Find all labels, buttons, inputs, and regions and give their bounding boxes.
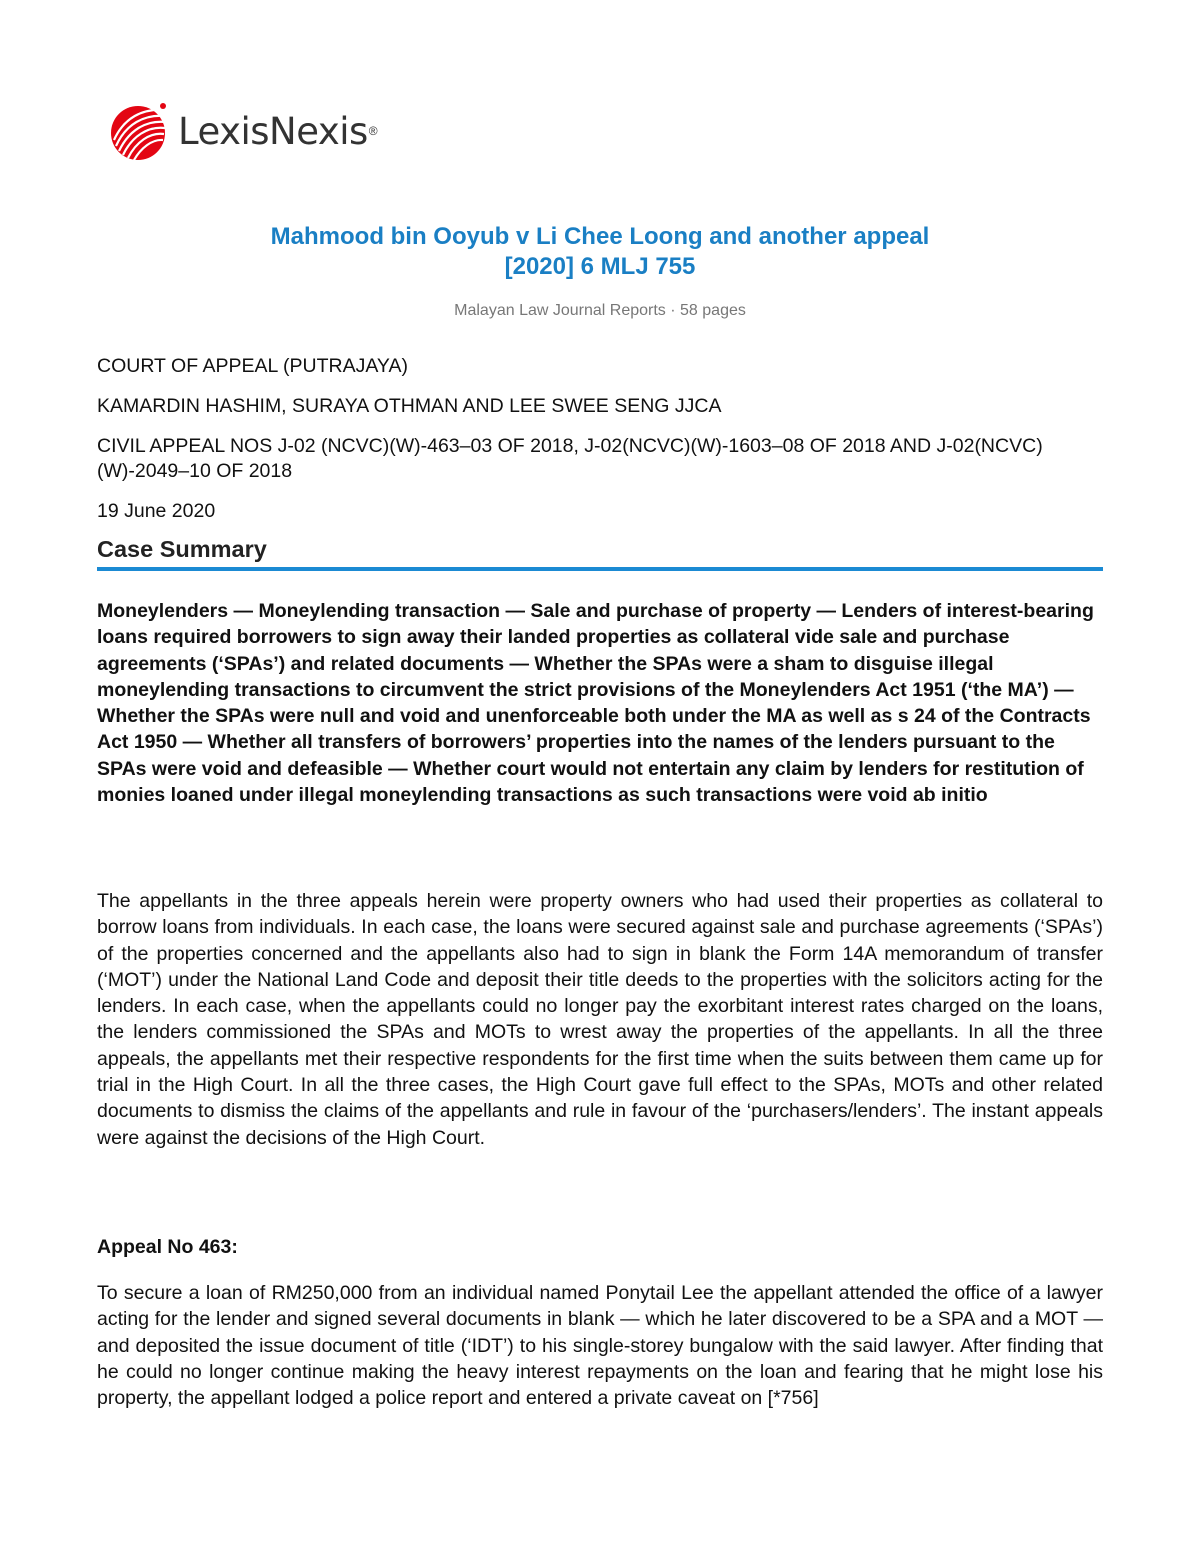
registered-mark: ® [368,124,378,138]
appeal-numbers: CIVIL APPEAL NOS J-02 (NCVC)(W)-463–03 OF 2018, J-02(NCVC)(W)-1603–08 OF 2018 AND J-02(NCVC)(W)-2049–10 OF 2018 [97,435,1043,482]
case-title: Mahmood bin Ooyub v Li Chee Loong and another appeal [270,223,930,250]
section-divider [97,567,1103,571]
case-citation: [2020] 6 MLJ 755 [504,253,696,280]
catchwords: Moneylenders — Moneylending transaction — Sale and purchase of property — Lenders of interest-bearing loans required borrowers to sign away their landed properties as collateral vide sale and purchase agreements (‘SPAs’) and related documents — Whether the SPAs were a sham to disguise illegal moneylending transactions to circumvent the strict provisions of the Moneylenders Act 1951 (‘the MA’) — Whether the SPAs were null and void and unenforceable both under the MA as well as s 24 of the Contracts Act 1950 — Whether all transfers of borrowers’ properties into the names of the lenders pursuant to the SPAs were void and defeasible — Whether court would not entertain any claim by lenders for restitution of monies loaned under illegal moneylending transactions as such transactions were void ab initio [97,600,1094,807]
lexisnexis-logo [108,100,378,162]
lexisnexis-emblem-icon [108,100,172,162]
judges: KAMARDIN HASHIM, SURAYA OTHMAN AND LEE SWEE SENG JJCA [97,395,722,417]
case-header [0,222,1200,320]
court-name: COURT OF APPEAL (PUTRAJAYA) [97,355,408,377]
appeal-paragraph: To secure a loan of RM250,000 from an individual named Ponytail Lee the appellant attended the office of a lawyer acting for the lender and signed several documents in blank — which he later discovered to be a SPA and a MOT — and deposited the issue document of title (‘IDT’) to his single-storey bungalow with the said lawyer. After finding that he could no longer continue making the heavy interest repayments on the loan and fearing that he might lose his property, the appellant lodged a police report and entered a private caveat on [*756] [97,1282,1103,1410]
source-line: Malayan Law Journal Reports · 58 pages [454,302,746,319]
brand-name: LexisNexis [178,109,368,153]
case-summary-heading: Case Summary [97,536,267,562]
summary-paragraph: The appellants in the three appeals herein were property owners who had used their properties as collateral to borrow loans from individuals. In each case, the loans were secured against sale and purchase agreements (‘SPAs’) of the properties concerned and the appellants also had to sign in blank the Form 14A memorandum of transfer (‘MOT’) under the National Land Code and deposit their title deeds to the properties with the solicitors acting for the lenders. In each case, when the appellants could no longer pay the exorbitant interest rates charged on the loans, the lenders commissioned the SPAs and MOTs to wrest away the properties of the appellants. In all the three appeals, the appellants met their respective respondents for the first time when the suits between them came up for trial in the High Court. In all the three cases, the High Court gave full effect to the SPAs, MOTs and other related documents to dismiss the claims of the appellants and rule in favour of the ‘purchasers/lenders’. The instant appeals were against the decisions of the High Court. [97,890,1103,1149]
judgment-date: 19 June 2020 [97,500,216,522]
appeal-heading: Appeal No 463: [97,1236,238,1258]
